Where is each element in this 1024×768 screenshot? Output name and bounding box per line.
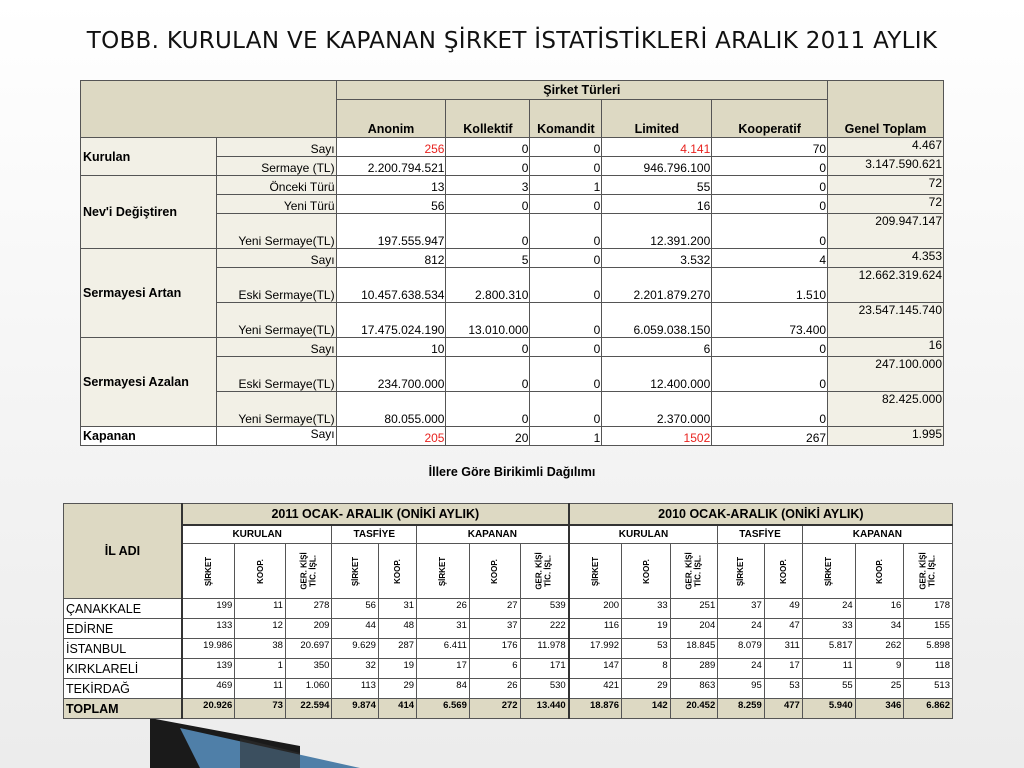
- subheader-sirket: ŞİRKET: [590, 556, 600, 586]
- cell-value: 1: [235, 659, 286, 679]
- cell-value: 0: [446, 157, 530, 176]
- subheader-ger-line1: GER. KİŞİ: [535, 552, 545, 590]
- section-subtitle: İllere Göre Birikimli Dağılımı: [428, 465, 596, 479]
- group-label-kapanan: Kapanan: [81, 427, 217, 446]
- cell-value: 1: [530, 427, 602, 446]
- cell-value: 48: [378, 619, 416, 639]
- subheader-ger-line1: GER. KİŞİ: [919, 552, 929, 590]
- cell-value: 2.200.794.521: [336, 157, 446, 176]
- cell-value: 47: [764, 619, 802, 639]
- cell-value: 346: [855, 699, 904, 719]
- cell-value: 53: [622, 639, 671, 659]
- cell-value: 3: [446, 176, 530, 195]
- cell-value: 70: [712, 138, 828, 157]
- cell-value: 539: [520, 599, 569, 619]
- cell-value: 142: [622, 699, 671, 719]
- cell-value: 2.370.000: [602, 392, 712, 427]
- row-total: 4.353: [828, 249, 944, 268]
- cell-value: 73: [235, 699, 286, 719]
- cell-value: 37: [718, 599, 765, 619]
- cell-value: 139: [182, 659, 235, 679]
- company-types-table: [80, 80, 944, 446]
- cell-value: 477: [764, 699, 802, 719]
- table-row: [81, 338, 944, 357]
- cell-value: 287: [378, 639, 416, 659]
- cell-value: 513: [904, 679, 953, 699]
- cell-value: 11.978: [520, 639, 569, 659]
- cell-value: 205: [336, 427, 446, 446]
- province-name: KIRKLARELİ: [64, 659, 182, 679]
- cell-value: 4: [712, 249, 828, 268]
- cell-value: 251: [670, 599, 718, 619]
- table-row: [64, 599, 953, 619]
- cell-value: 95: [718, 679, 765, 699]
- cell-value: 118: [904, 659, 953, 679]
- cell-value: 262: [855, 639, 904, 659]
- cell-value: 147: [569, 659, 622, 679]
- cell-value: 80.055.000: [336, 392, 446, 427]
- cell-value: 73.400: [712, 303, 828, 338]
- cell-value: 1: [530, 176, 602, 195]
- subheader-koop: KOOP.: [874, 558, 884, 584]
- cell-value: 0: [446, 138, 530, 157]
- row-total: 72: [828, 195, 944, 214]
- subheader-ger-line2: TİC. İŞL.: [693, 555, 703, 587]
- cell-value: 1.060: [285, 679, 332, 699]
- cell-value: 17: [417, 659, 470, 679]
- cell-value: 0: [530, 195, 602, 214]
- row-total: 209.947.147: [828, 214, 944, 249]
- cell-value: 5.940: [802, 699, 855, 719]
- cell-value: 38: [235, 639, 286, 659]
- cell-value: 56: [336, 195, 446, 214]
- table-row: [81, 176, 944, 195]
- cell-value: 18.845: [670, 639, 718, 659]
- province-name: ÇANAKKALE: [64, 599, 182, 619]
- cell-value: 19: [378, 659, 416, 679]
- cell-value: 2.201.879.270: [602, 268, 712, 303]
- cell-value: 49: [764, 599, 802, 619]
- cell-value: 6.059.038.150: [602, 303, 712, 338]
- row-total: 12.662.319.624: [828, 268, 944, 303]
- cell-value: 16: [855, 599, 904, 619]
- page-title: TOBB. KURULAN VE KAPANAN ŞİRKET İSTATİSTİKLERİ ARALIK 2011 AYLIK: [86, 28, 938, 54]
- cell-value: 11: [235, 679, 286, 699]
- subheader-koop: KOOP.: [490, 558, 500, 584]
- table-row: [64, 659, 953, 679]
- cell-value: 55: [802, 679, 855, 699]
- group-label-kurulan: Kurulan: [81, 138, 217, 176]
- cell-value: 289: [670, 659, 718, 679]
- cell-value: 3.532: [602, 249, 712, 268]
- cell-value: 29: [622, 679, 671, 699]
- cell-value: 20: [446, 427, 530, 446]
- group-header-kurulan-2010: KURULAN: [569, 525, 718, 544]
- group-header-kapanan-2011: KAPANAN: [417, 525, 569, 544]
- cell-value: 17.992: [569, 639, 622, 659]
- cell-value: 20.452: [670, 699, 718, 719]
- row-total: 4.467: [828, 138, 944, 157]
- subheader-ger-line2: TİC. İŞL.: [308, 555, 318, 587]
- cell-value: 0: [446, 214, 530, 249]
- subheader-sirket: ŞİRKET: [736, 556, 746, 586]
- cell-value: 12: [235, 619, 286, 639]
- cell-value: 1.510: [712, 268, 828, 303]
- cell-value: 200: [569, 599, 622, 619]
- cell-value: 1502: [602, 427, 712, 446]
- cell-value: 234.700.000: [336, 357, 446, 392]
- column-header-anonim: Anonim: [336, 100, 446, 138]
- province-name: EDİRNE: [64, 619, 182, 639]
- period-2010-header: 2010 OCAK-ARALIK (ONİKİ AYLIK): [569, 504, 953, 526]
- cell-value: 12.391.200: [602, 214, 712, 249]
- cell-value: 13.440: [520, 699, 569, 719]
- cell-value: 0: [530, 338, 602, 357]
- cell-value: 133: [182, 619, 235, 639]
- table-row: [81, 427, 944, 446]
- cell-value: 209: [285, 619, 332, 639]
- subheader-ger-kisi: [535, 552, 553, 589]
- subheader-ger-kisi: [919, 552, 937, 589]
- cell-value: 37: [469, 619, 520, 639]
- row-total: 23.547.145.740: [828, 303, 944, 338]
- table-row: [81, 138, 944, 157]
- cell-value: 33: [622, 599, 671, 619]
- cell-value: 116: [569, 619, 622, 639]
- cell-value: 11: [235, 599, 286, 619]
- cell-value: 29: [378, 679, 416, 699]
- province-name: TEKİRDAĞ: [64, 679, 182, 699]
- column-header-komandit: Komandit: [530, 100, 602, 138]
- cell-value: 6.411: [417, 639, 470, 659]
- subheader-ger-kisi: [685, 552, 703, 589]
- subheader-ger-kisi: [300, 552, 318, 589]
- cell-value: 0: [530, 268, 602, 303]
- row-total: 82.425.000: [828, 392, 944, 427]
- cell-value: 56: [332, 599, 379, 619]
- table-row: [64, 639, 953, 659]
- subheader-ger-line1: GER. KİŞİ: [684, 552, 694, 590]
- cell-value: 199: [182, 599, 235, 619]
- cell-value: 32: [332, 659, 379, 679]
- total-label: TOPLAM: [64, 699, 182, 719]
- subheader-ger-line2: TİC. İŞL.: [928, 555, 938, 587]
- row-label: Sayı: [216, 338, 336, 357]
- table-row: [64, 679, 953, 699]
- cell-value: 24: [718, 619, 765, 639]
- row-label: Sayı: [216, 138, 336, 157]
- cell-value: 204: [670, 619, 718, 639]
- cell-value: 0: [446, 195, 530, 214]
- cell-value: 0: [712, 392, 828, 427]
- cell-value: 26: [469, 679, 520, 699]
- cell-value: 469: [182, 679, 235, 699]
- cell-value: 0: [712, 176, 828, 195]
- group-header-kurulan-2011: KURULAN: [182, 525, 332, 544]
- cell-value: 18.876: [569, 699, 622, 719]
- column-header-kollektif: Kollektif: [446, 100, 530, 138]
- subheader-ger-line1: GER. KİŞİ: [299, 552, 309, 590]
- cell-value: 171: [520, 659, 569, 679]
- row-total: 16: [828, 338, 944, 357]
- subheader-sirket: ŞİRKET: [438, 556, 448, 586]
- cell-value: 12.400.000: [602, 357, 712, 392]
- cell-value: 6.862: [904, 699, 953, 719]
- table-row: [64, 619, 953, 639]
- cell-value: 0: [446, 338, 530, 357]
- subheader-sirket: ŞİRKET: [824, 556, 834, 586]
- cell-value: 5.817: [802, 639, 855, 659]
- cell-value: 53: [764, 679, 802, 699]
- cell-value: 113: [332, 679, 379, 699]
- row-label: Önceki Türü: [216, 176, 336, 195]
- cell-value: 350: [285, 659, 332, 679]
- cell-value: 6.569: [417, 699, 470, 719]
- row-label: Yeni Türü: [216, 195, 336, 214]
- cell-value: 414: [378, 699, 416, 719]
- cell-value: 25: [855, 679, 904, 699]
- cell-value: 10: [336, 338, 446, 357]
- row-label: Yeni Sermaye(TL): [216, 392, 336, 427]
- subheader-sirket: ŞİRKET: [204, 556, 214, 586]
- cell-value: 0: [530, 249, 602, 268]
- cell-value: 5: [446, 249, 530, 268]
- cell-value: 530: [520, 679, 569, 699]
- cell-value: 5.898: [904, 639, 953, 659]
- cell-value: 0: [446, 392, 530, 427]
- row-total: 247.100.000: [828, 357, 944, 392]
- cell-value: 19: [622, 619, 671, 639]
- cell-value: 176: [469, 639, 520, 659]
- row-label: Yeni Sermaye(TL): [216, 214, 336, 249]
- province-distribution-table: [63, 503, 953, 719]
- cell-value: 22.594: [285, 699, 332, 719]
- subheader-ger-line2: TİC. İŞL.: [544, 555, 554, 587]
- row-total: 3.147.590.621: [828, 157, 944, 176]
- cell-value: 13: [336, 176, 446, 195]
- cell-value: 24: [802, 599, 855, 619]
- cell-value: 178: [904, 599, 953, 619]
- cell-value: 17: [764, 659, 802, 679]
- subheader-koop: KOOP.: [255, 558, 265, 584]
- row-label: Sayı: [216, 427, 336, 446]
- cell-value: 421: [569, 679, 622, 699]
- cell-value: 0: [712, 338, 828, 357]
- cell-value: 10.457.638.534: [336, 268, 446, 303]
- cell-value: 6: [469, 659, 520, 679]
- cell-value: 9.874: [332, 699, 379, 719]
- cell-value: 55: [602, 176, 712, 195]
- group-header-tasfiye-2010: TASFİYE: [718, 525, 803, 544]
- cell-value: 11: [802, 659, 855, 679]
- cell-value: 946.796.100: [602, 157, 712, 176]
- cell-value: 0: [712, 157, 828, 176]
- row-label: Sermaye (TL): [216, 157, 336, 176]
- cell-value: 26: [417, 599, 470, 619]
- row-total: 1.995: [828, 427, 944, 446]
- row-label: Eski Sermaye(TL): [216, 268, 336, 303]
- cell-value: 8.259: [718, 699, 765, 719]
- cell-value: 267: [712, 427, 828, 446]
- cell-value: 0: [530, 303, 602, 338]
- row-label: Eski Sermaye(TL): [216, 357, 336, 392]
- table-row: [81, 249, 944, 268]
- total-row: [64, 699, 953, 719]
- cell-value: 0: [446, 357, 530, 392]
- cell-value: 272: [469, 699, 520, 719]
- province-column-header: İL ADI: [64, 504, 182, 599]
- company-types-header: Şirket Türleri: [336, 81, 827, 100]
- grand-total-header: Genel Toplam: [828, 81, 944, 138]
- cell-value: 31: [417, 619, 470, 639]
- group-header-tasfiye-2011: TASFİYE: [332, 525, 417, 544]
- province-name: İSTANBUL: [64, 639, 182, 659]
- cell-value: 0: [712, 357, 828, 392]
- cell-value: 31: [378, 599, 416, 619]
- cell-value: 0: [530, 138, 602, 157]
- cell-value: 222: [520, 619, 569, 639]
- cell-value: 9.629: [332, 639, 379, 659]
- cell-value: 0: [530, 392, 602, 427]
- cell-value: 27: [469, 599, 520, 619]
- cell-value: 33: [802, 619, 855, 639]
- cell-value: 0: [530, 357, 602, 392]
- column-header-limited: Limited: [602, 100, 712, 138]
- cell-value: 16: [602, 195, 712, 214]
- cell-value: 2.800.310: [446, 268, 530, 303]
- cell-value: 9: [855, 659, 904, 679]
- cell-value: 0: [712, 195, 828, 214]
- cell-value: 13.010.000: [446, 303, 530, 338]
- cell-value: 812: [336, 249, 446, 268]
- cell-value: 8.079: [718, 639, 765, 659]
- subheader-row: [64, 544, 953, 599]
- cell-value: 311: [764, 639, 802, 659]
- column-header-kooperatif: Kooperatif: [712, 100, 828, 138]
- group-label-sermayesi-artan: Sermayesi Artan: [81, 249, 217, 338]
- cell-value: 19.986: [182, 639, 235, 659]
- cell-value: 0: [712, 214, 828, 249]
- cell-value: 20.697: [285, 639, 332, 659]
- group-label-sermayesi-azalan: Sermayesi Azalan: [81, 338, 217, 427]
- cell-value: 4.141: [602, 138, 712, 157]
- cell-value: 84: [417, 679, 470, 699]
- group-label-nevi-degistiren: Nev'i Değiştiren: [81, 176, 217, 249]
- subheader-sirket: ŞİRKET: [350, 556, 360, 586]
- cell-value: 0: [530, 157, 602, 176]
- cell-value: 8: [622, 659, 671, 679]
- cell-value: 20.926: [182, 699, 235, 719]
- group-header-kapanan-2010: KAPANAN: [802, 525, 952, 544]
- cell-value: 34: [855, 619, 904, 639]
- cell-value: 44: [332, 619, 379, 639]
- cell-value: 256: [336, 138, 446, 157]
- cell-value: 24: [718, 659, 765, 679]
- cell-value: 278: [285, 599, 332, 619]
- cell-value: 197.555.947: [336, 214, 446, 249]
- table-corner-blank: [81, 81, 337, 138]
- cell-value: 155: [904, 619, 953, 639]
- row-label: Sayı: [216, 249, 336, 268]
- subheader-koop: KOOP.: [641, 558, 651, 584]
- cell-value: 863: [670, 679, 718, 699]
- subheader-koop: KOOP.: [778, 558, 788, 584]
- row-label: Yeni Sermaye(TL): [216, 303, 336, 338]
- cell-value: 17.475.024.190: [336, 303, 446, 338]
- cell-value: 6: [602, 338, 712, 357]
- row-total: 72: [828, 176, 944, 195]
- subheader-koop: KOOP.: [392, 558, 402, 584]
- cell-value: 0: [530, 214, 602, 249]
- period-2011-header: 2011 OCAK- ARALIK (ONİKİ AYLIK): [182, 504, 569, 526]
